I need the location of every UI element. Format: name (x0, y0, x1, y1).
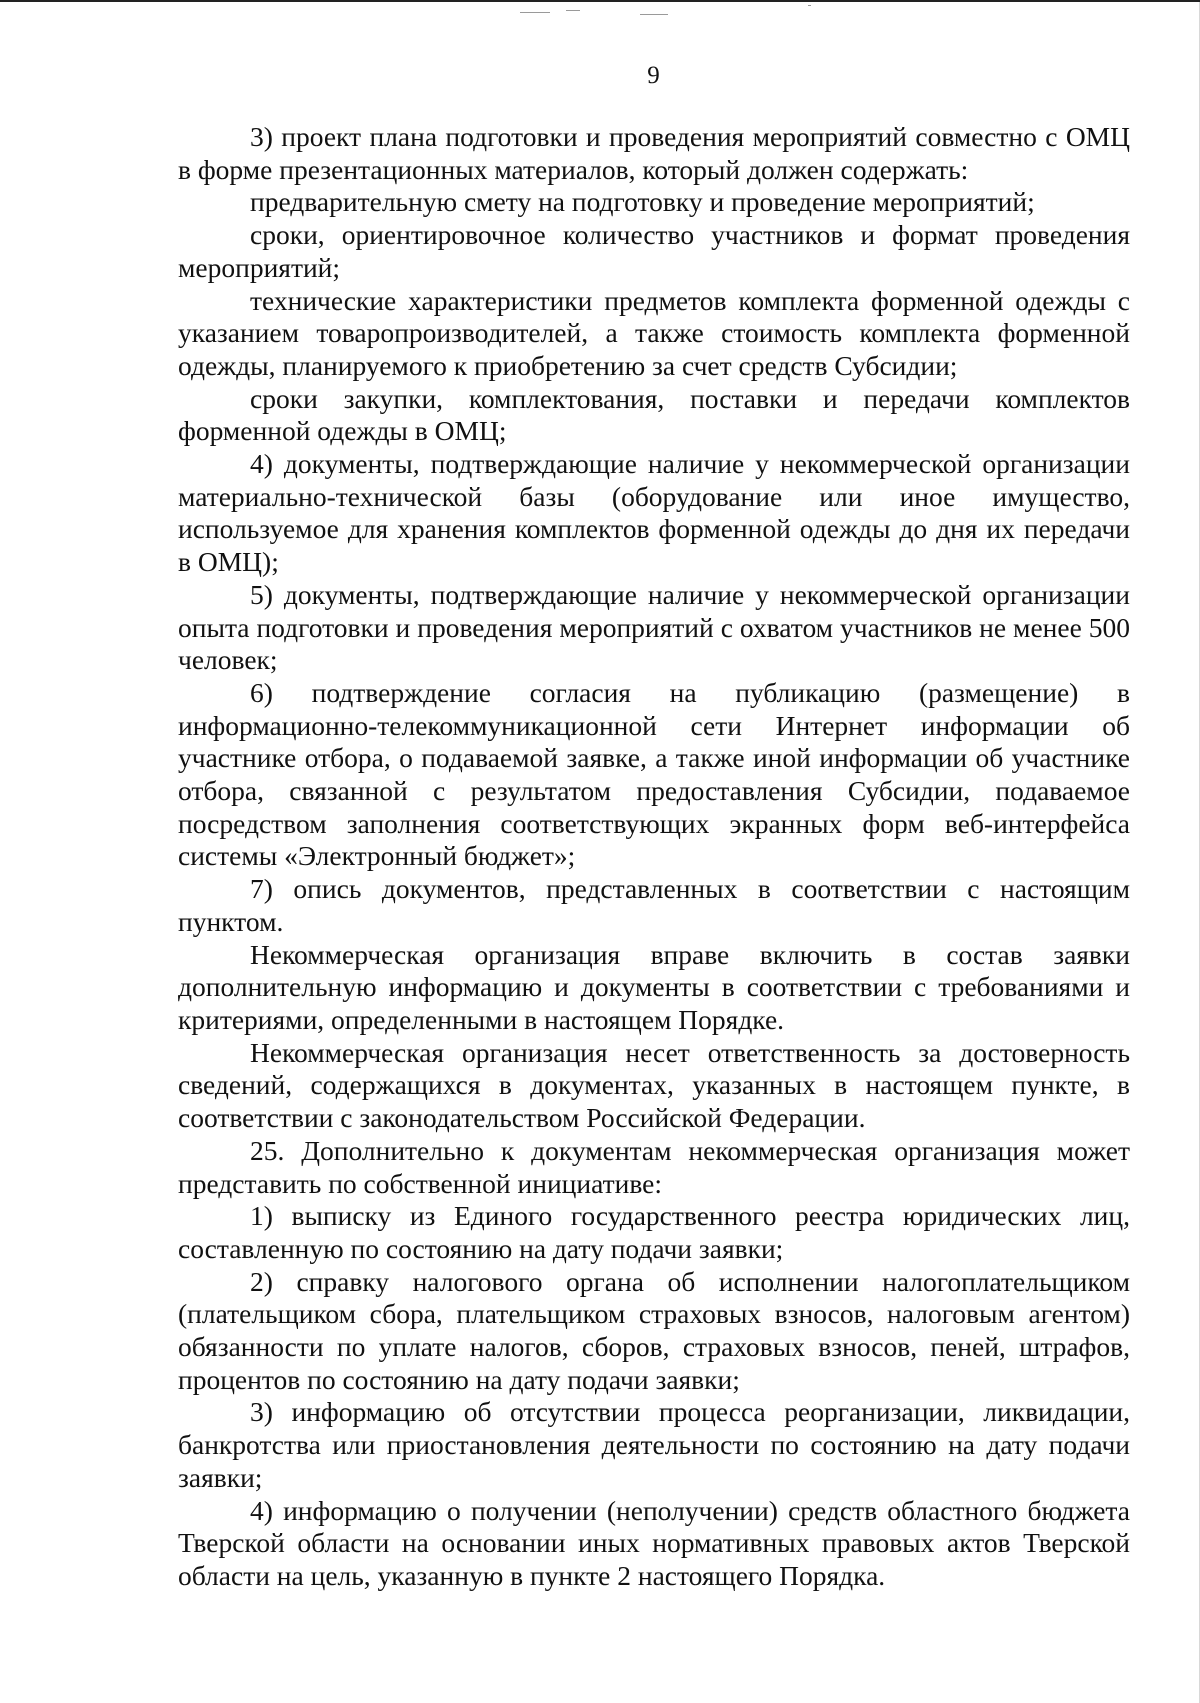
paragraph-item-5: 5) документы, подтверждающие наличие у некоммерческой организации опыта подготовки и проведения мероприятий с охватом участников не менее 500 человек; (178, 578, 1130, 676)
paragraph-clause-25-item-3: 3) информацию об отсутствии процесса реорганизации, ликвидации, банкротства или приостановления деятельности по состоянию на дату подачи заявки; (178, 1396, 1130, 1493)
paragraph-item-3: 3) проект плана подготовки и проведения мероприятий совместно с ОМЦ в форме презентационных материалов, который должен содержать: (178, 121, 1130, 185)
paragraph-specs: технические характеристики предметов комплекта форменной одежды с указанием товаропроизводителей, а также стоимость комплекта форменной одежды, планируемого к приобретению за счет средств Субсидии; (178, 284, 1130, 381)
page-number: 9 (647, 62, 660, 89)
scan-speck (566, 10, 580, 11)
paragraph-procurement: сроки закупки, комплектования, поставки и передачи комплектов форменной одежды в ОМЦ; (178, 382, 1130, 447)
scan-speck (520, 12, 550, 13)
scan-top-edge (0, 0, 1200, 2)
scan-speck (640, 14, 668, 15)
paragraph-item-4: 4) документы, подтверждающие наличие у некоммерческой организации материально-технической базы (оборудование или иное имущество, используемое для хранения комплектов форменной одежды до дня их передачи в ОМЦ); (178, 448, 1130, 578)
paragraph-additional-info: Некоммерческая организация вправе включить в состав заявки дополнительную информацию и документы в соответствии с требованиями и критериями, определенными в настоящем Порядке. (178, 938, 1130, 1035)
paragraph-item-7: 7) опись документов, представленных в соответствии с настоящим пунктом. (178, 873, 1130, 937)
paragraph-clause-25-item-1: 1) выписку из Единого государственного реестра юридических лиц, составленную по состоянию на дату подачи заявки; (178, 1200, 1130, 1264)
paragraph-clause-25-item-4: 4) информацию о получении (неполучении) средств областного бюджета Тверской области на основании иных нормативных правовых актов Тверской области на цель, указанную в пункте 2 настоящего Порядка. (178, 1494, 1130, 1591)
scan-speck (808, 5, 811, 6)
paragraph-terms: сроки, ориентировочное количество участников и формат проведения мероприятий; (178, 219, 1130, 283)
paragraph-estimate: предварительную смету на подготовку и проведение мероприятий; (250, 186, 1035, 218)
paragraph-clause-25: 25. Дополнительно к документам некоммерческая организация может представить по собственной инициативе: (178, 1134, 1130, 1199)
paragraph-item-6: 6) подтверждение согласия на публикацию (размещение) в информационно-телекоммуникационной сети Интернет информации об участнике отбора, о подаваемой заявке, а также иной информации об участнике отбора, связанной с результатом предоставления Субсидии, подаваемое посредством заполнения соответствующих экранных форм веб-интерфейса системы «Электронный бюджет»; (178, 676, 1130, 872)
paragraph-clause-25-item-2: 2) справку налогового органа об исполнении налогоплательщиком (плательщиком сбора, плательщиком страховых взносов, налоговым агентом) обязанности по уплате налогов, сборов, страховых взносов, пеней, штрафов, процентов по состоянию на дату подачи заявки; (178, 1265, 1130, 1395)
document-text (178, 121, 1130, 1593)
paragraph-responsibility: Некоммерческая организация несет ответственность за достоверность сведений, содержащихся в документах, указанных в настоящем пункте, в соответствии с законодательством Российской Федерации. (178, 1036, 1130, 1134)
